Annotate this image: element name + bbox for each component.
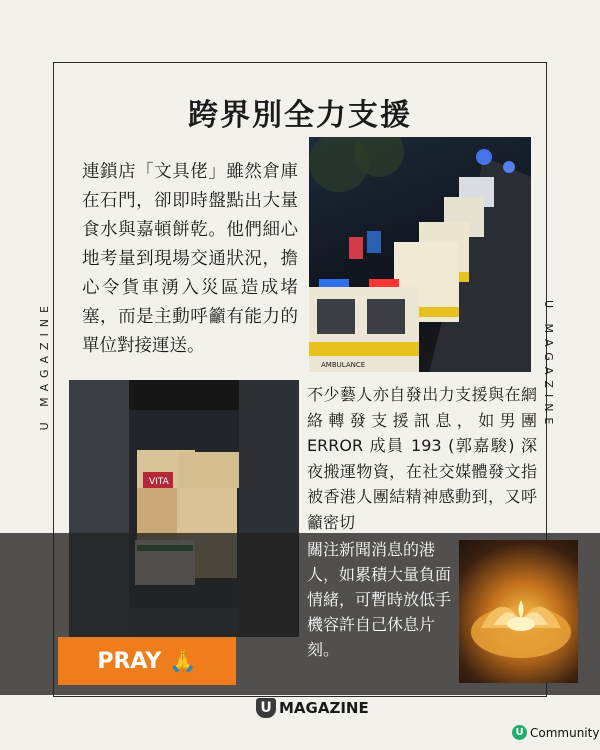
u-logo-mark: U [256, 698, 276, 718]
ambulance-photo [309, 137, 531, 372]
page-title: 跨界別全力支援 [188, 98, 412, 133]
side-label-right: U MAGAZINE [542, 300, 555, 431]
box-label: VITA [149, 477, 169, 487]
u-magazine-logo [256, 698, 369, 718]
paragraph-mental-health: 關注新聞消息的港人，如累積大量負面情緒，可暫時放低手機容許自己休息片刻。 [307, 540, 452, 659]
pray-label: PRAY [97, 648, 162, 674]
pray-button[interactable] [58, 637, 236, 685]
community-text: Community [530, 725, 600, 740]
ambulance-label: AMBULANCE [321, 361, 366, 369]
logo-text: MAGAZINE [279, 699, 369, 717]
lotus-candle-photo [459, 540, 578, 683]
praying-hands-icon: 🙏 [169, 648, 197, 674]
side-label-left: U MAGAZINE [38, 300, 51, 431]
u-community-logo [512, 725, 599, 740]
paragraph-stationery-shop: 連鎖店「文具佬」雖然倉庫在石門，卻即時盤點出大量食水與嘉頓餅乾。他們細心地考量到現場交通狀況，擔心令貨車湧入災區造成堵塞，而是主動呼籲有能力的單位對接運送。 [82, 162, 298, 356]
community-logo-mark: U [512, 725, 527, 740]
paragraph-celebrity: 不少藝人亦自發出力支援與在網絡轉發支援訊息，如男團 ERROR 成員 193 (郭嘉駿) 深夜搬運物資，在社交媒體發文指被香港人團結精神感動到，又呼籲密切 [307, 385, 537, 532]
